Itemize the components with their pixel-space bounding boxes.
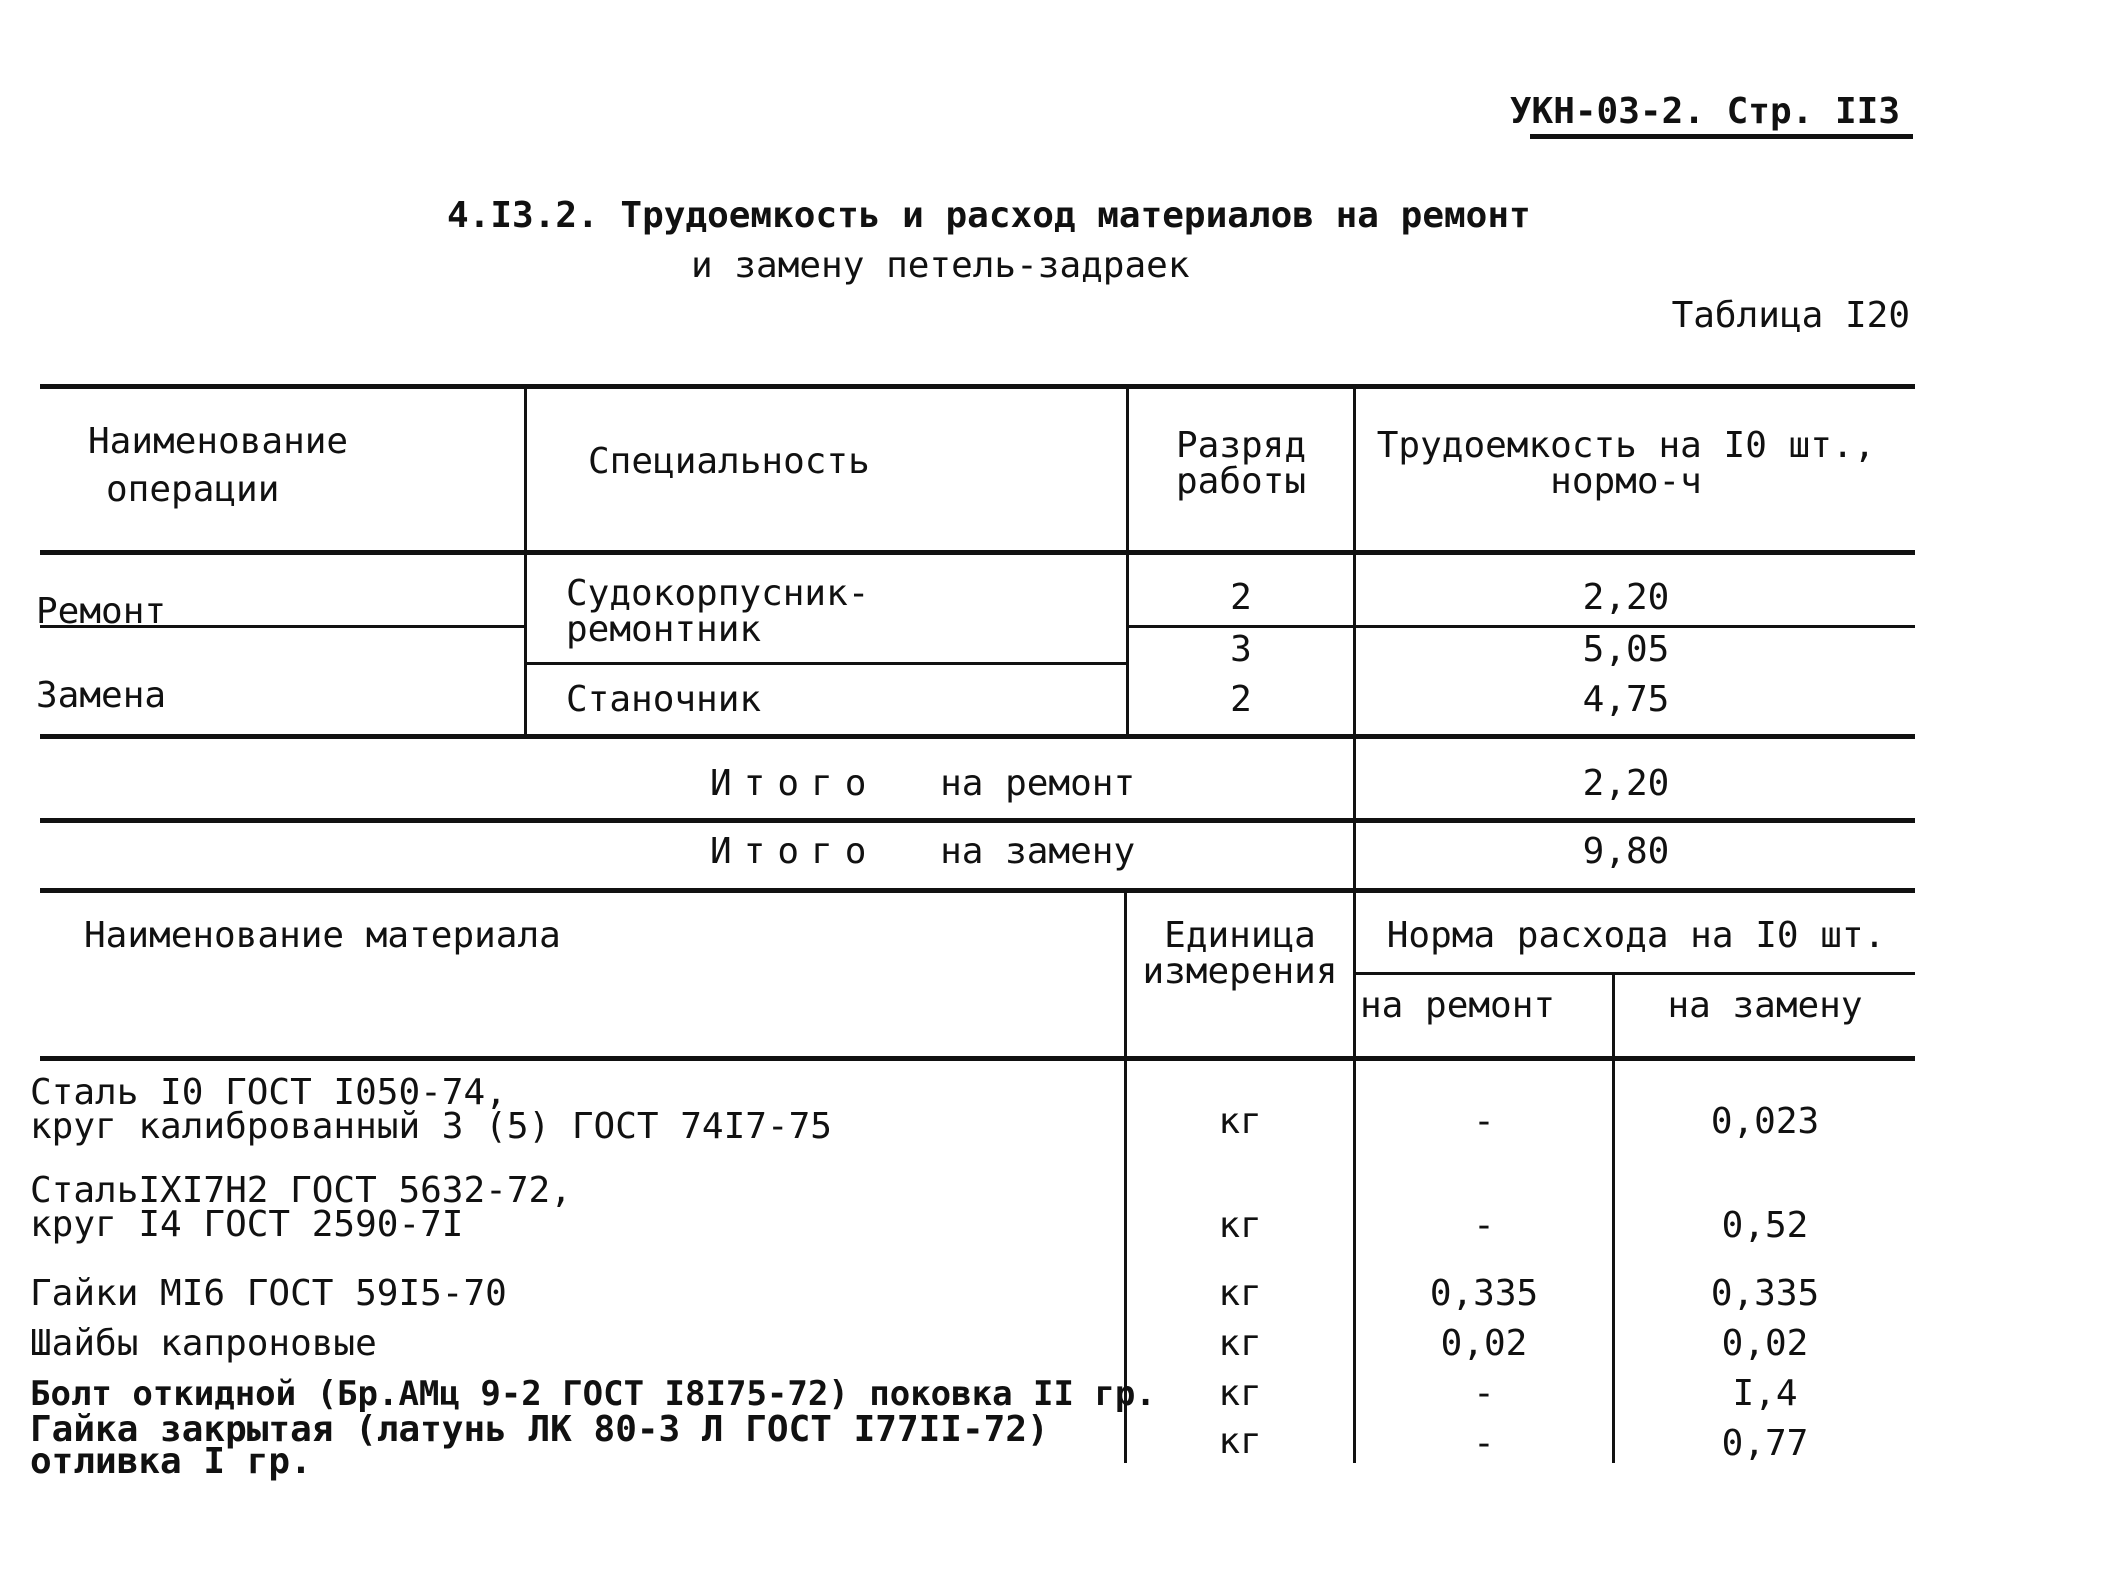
labor-value-2: 5,05 — [1582, 629, 1670, 670]
material-repair: - — [1473, 1205, 1495, 1246]
material-unit: кг — [1218, 1101, 1262, 1142]
col-divider-operation — [524, 384, 527, 734]
operation-repair: Ремонт — [36, 591, 167, 632]
material-repair: - — [1473, 1373, 1495, 1414]
header-specialty: Специальность — [588, 441, 870, 482]
header-grade-line1: Разряд — [1175, 425, 1307, 466]
material-row-2 — [30, 1170, 572, 1245]
material-replace: I,4 — [1732, 1373, 1798, 1414]
header-labor-line2: нормо-ч — [1550, 461, 1702, 502]
header-unit — [1127, 915, 1353, 992]
table-number: Таблица I20 — [1671, 295, 1910, 336]
header-labor — [1356, 425, 1896, 502]
material-replace: 0,52 — [1721, 1205, 1809, 1246]
material-row-6 — [30, 1409, 1049, 1482]
material-row-5: Болт откидной (Бр.АМц 9-2 ГОСТ I8I75-72) поковка II гр. — [30, 1374, 1156, 1414]
header-unit-line1: Единица — [1164, 915, 1316, 956]
total-replace-prefix: Итого — [710, 831, 879, 872]
grade-2: 3 — [1230, 629, 1252, 670]
material-repair: - — [1473, 1101, 1495, 1142]
total-repair — [710, 764, 1135, 804]
material-unit: кг — [1218, 1373, 1262, 1414]
doc-ref-underline — [1530, 134, 1913, 139]
header-unit-line2: измерения — [1142, 951, 1338, 992]
materials-top-rule — [40, 888, 1915, 893]
labor-body-rule — [40, 734, 1915, 739]
material-row-3: Гайки МI6 ГОСТ 59I5-70 — [30, 1273, 507, 1314]
total-replace — [710, 832, 1135, 872]
header-grade — [1129, 425, 1353, 502]
material-name-line1: СтальIXI7Н2 ГОСТ 5632-72, — [30, 1170, 572, 1211]
total-repair-value: 2,20 — [1582, 763, 1670, 804]
header-labor-line1: Трудоемкость на I0 шт., — [1376, 425, 1876, 466]
labor-value-1: 2,20 — [1582, 577, 1670, 618]
total-repair-label: на ремонт — [940, 763, 1136, 804]
header-operation-line1: Наименование — [88, 421, 349, 462]
header-material-name: Наименование материала — [84, 915, 561, 956]
material-replace: 0,77 — [1721, 1423, 1809, 1464]
specialty-shipbuilder — [566, 573, 870, 650]
header-operation — [88, 418, 348, 514]
material-replace: 0,335 — [1710, 1273, 1820, 1314]
section-title: 4.I3.2. Трудоемкость и расход материалов на ремонт — [447, 195, 1531, 236]
total-repair-prefix: Итого — [710, 763, 879, 804]
total-replace-label: на замену — [940, 831, 1136, 872]
material-repair: 0,335 — [1429, 1273, 1539, 1314]
specialty-shipbuilder-line1: Судокорпусник- — [566, 573, 870, 614]
material-repair: - — [1473, 1423, 1495, 1464]
materials-header-rule — [40, 1056, 1915, 1061]
material-name-line2: круг I4 ГОСТ 2590-7I — [30, 1204, 464, 1245]
material-unit: кг — [1218, 1273, 1262, 1314]
header-norm-replace: на замену — [1667, 985, 1863, 1026]
labor-table-top-rule — [40, 384, 1915, 389]
header-norm: Норма расхода на I0 шт. — [1386, 915, 1886, 956]
total-repair-rule — [40, 818, 1915, 823]
labor-value-3: 4,75 — [1582, 679, 1670, 720]
material-repair: 0,02 — [1440, 1323, 1528, 1364]
grade-1: 2 — [1230, 577, 1252, 618]
total-replace-value: 9,80 — [1582, 831, 1670, 872]
material-unit: кг — [1218, 1421, 1262, 1462]
labor-header-rule — [40, 550, 1915, 555]
material-replace: 0,02 — [1721, 1323, 1809, 1364]
specialty-machinist: Станочник — [566, 679, 762, 720]
section-title-continued: и замену петель-задраек — [691, 245, 1190, 286]
material-name-line2: круг калиброванный 3 (5) ГОСТ 74I7-75 — [30, 1106, 832, 1147]
material-row-1 — [30, 1072, 832, 1147]
operation-replace: Замена — [36, 675, 167, 716]
row-divider-specialty — [524, 662, 1129, 665]
material-unit: кг — [1218, 1323, 1262, 1364]
norm-subheader-rule — [1353, 972, 1915, 975]
header-grade-line2: работы — [1175, 461, 1307, 502]
row-divider-grade-labor — [1126, 625, 1915, 628]
document-reference: УКН-03-2. Стр. II3 — [1509, 91, 1900, 132]
material-unit: кг — [1218, 1205, 1262, 1246]
material-name-line1: Гайка закрытая (латунь ЛК 80-3 Л ГОСТ I77II-72) — [30, 1409, 1049, 1450]
specialty-shipbuilder-line2: ремонтник — [566, 609, 762, 650]
header-norm-repair: на ремонт — [1360, 985, 1556, 1026]
material-replace: 0,023 — [1710, 1101, 1820, 1142]
grade-3: 2 — [1230, 679, 1252, 720]
header-operation-line2: операции — [106, 469, 280, 510]
material-name-line1: Сталь I0 ГОСТ I050-74, — [30, 1072, 507, 1113]
material-name-line2: отливка I гр. — [30, 1441, 312, 1482]
material-row-4: Шайбы капроновые — [30, 1323, 377, 1364]
